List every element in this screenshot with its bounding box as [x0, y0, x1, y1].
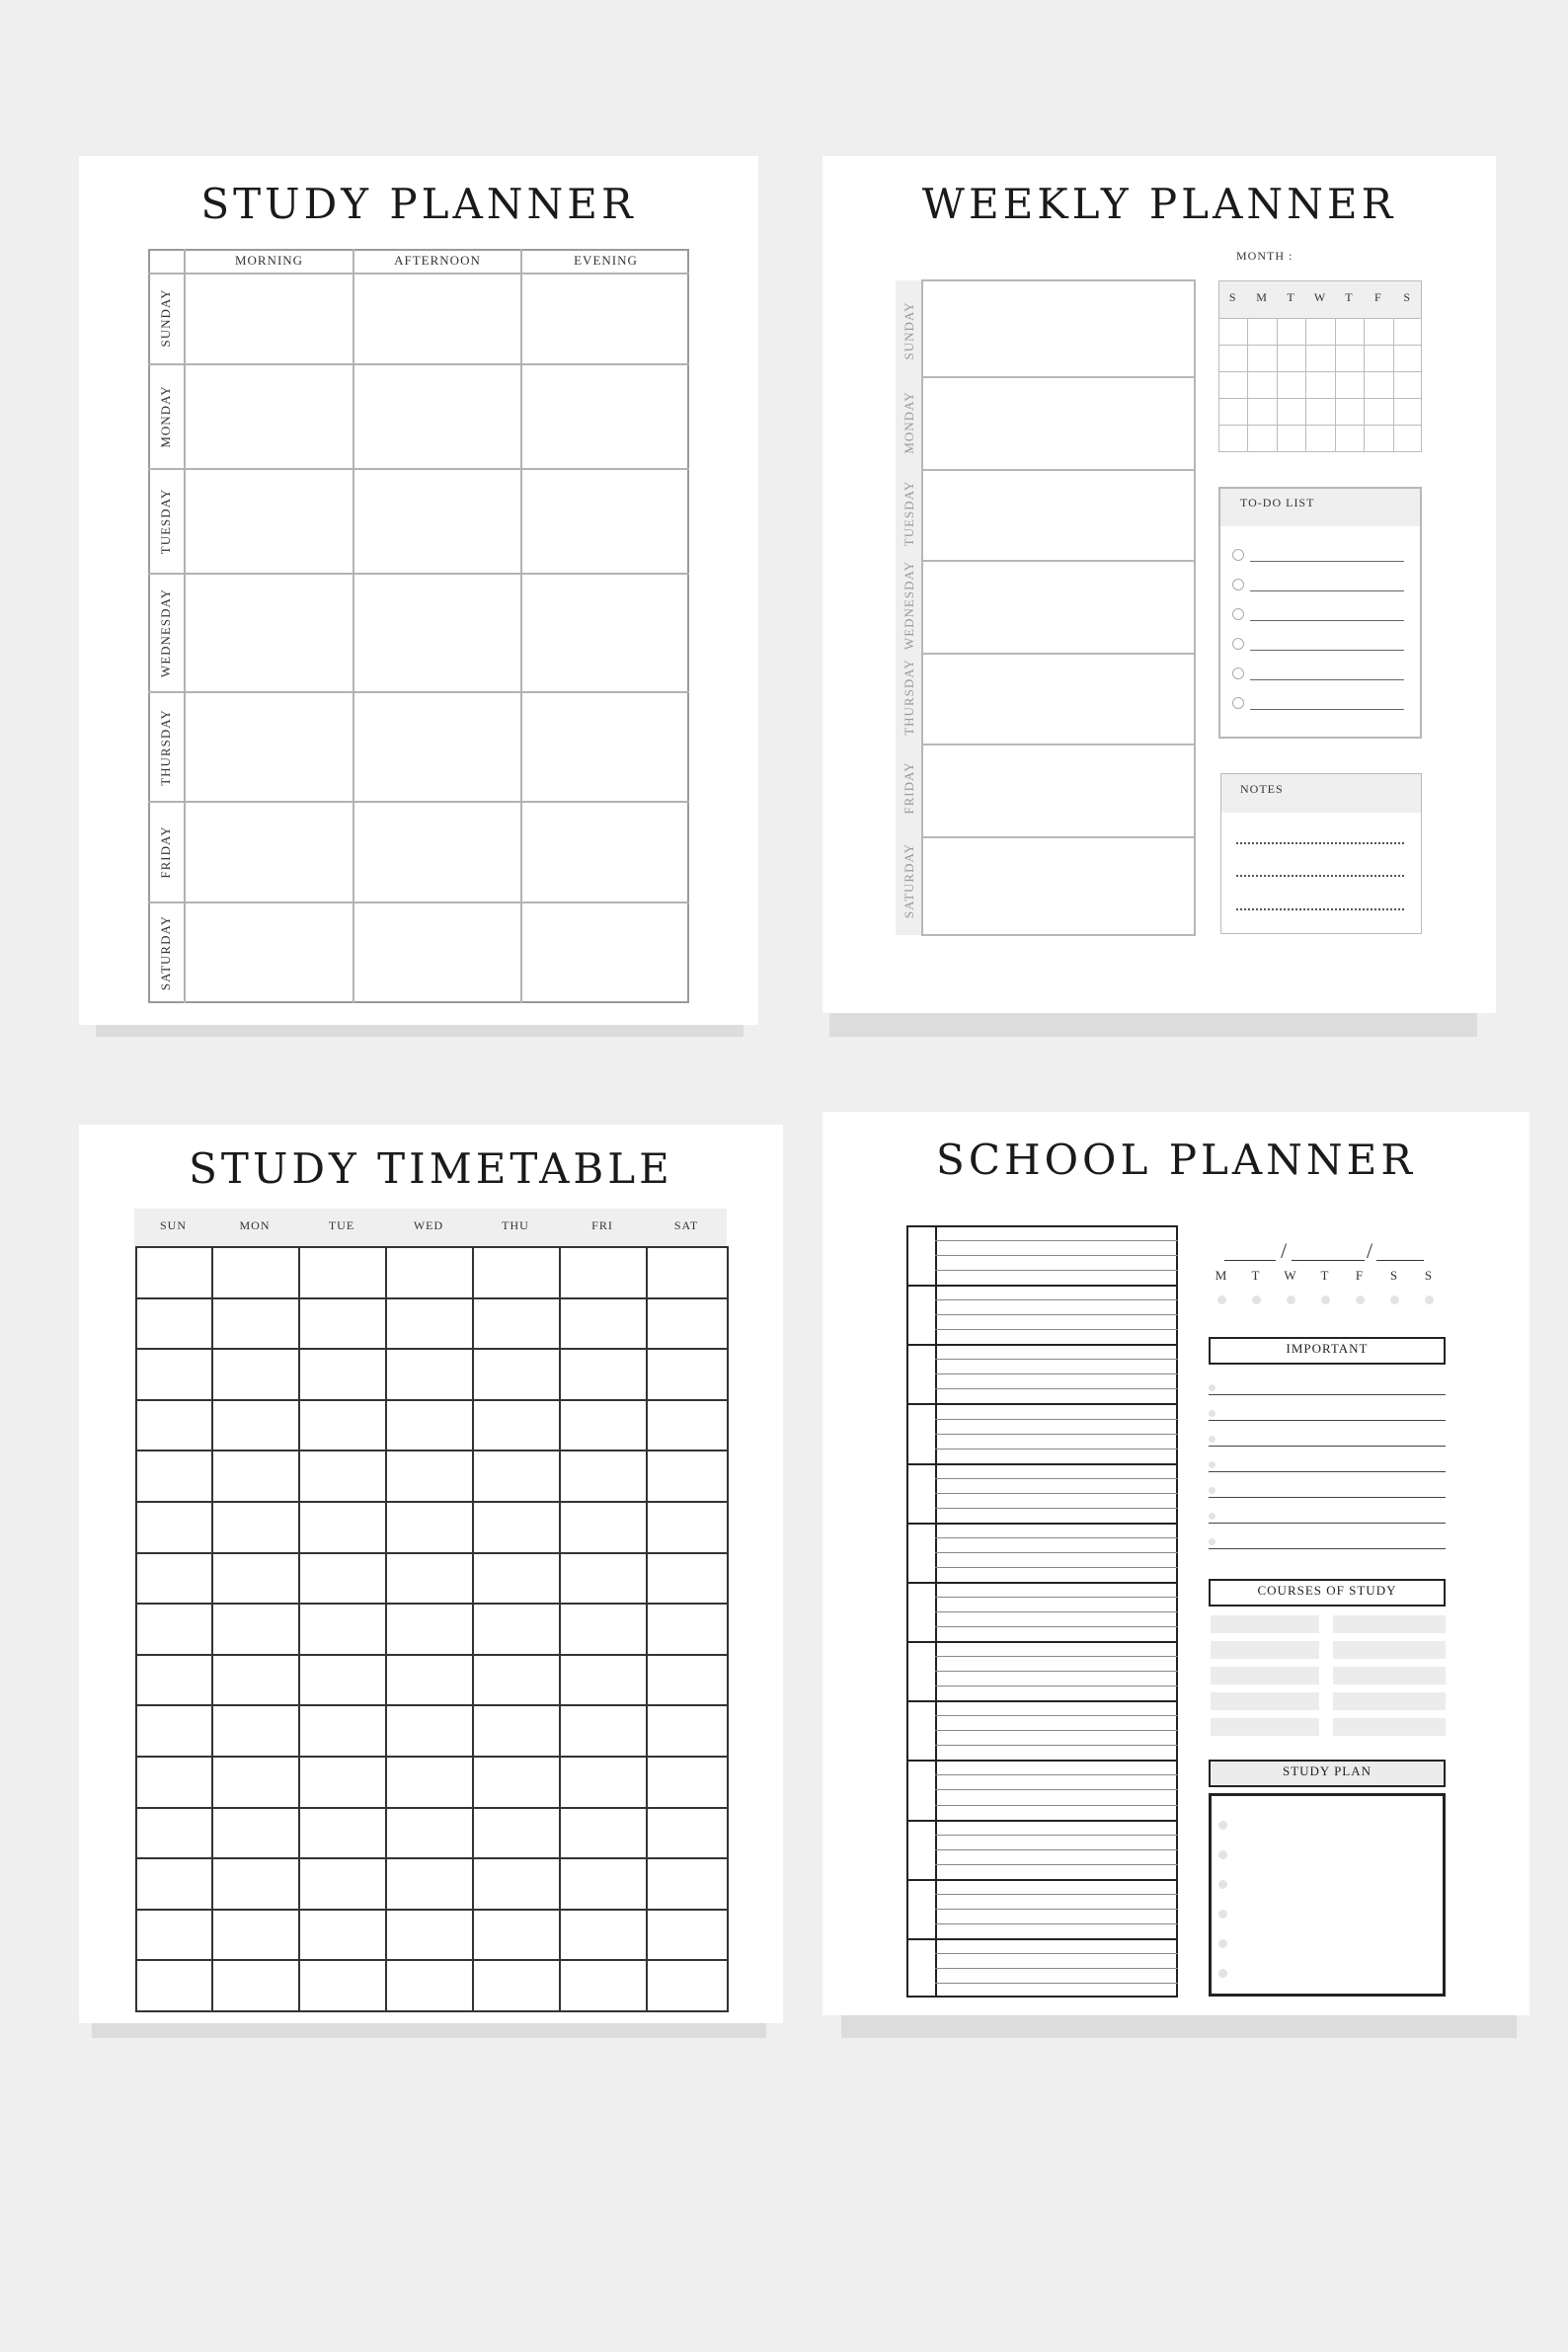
timetable-grid-line — [135, 1909, 729, 1911]
school-weekday-dot-icon — [1252, 1295, 1261, 1304]
school-lined-rule — [935, 1983, 1178, 1984]
weekly-day-sunday: SUNDAY — [902, 301, 916, 360]
school-lined-rule — [935, 1835, 1178, 1836]
timetable-grid-line — [385, 1246, 387, 2010]
school-lined-rule — [935, 1359, 1178, 1360]
timetable-grid-line — [135, 1246, 137, 2010]
day-label-saturday: SATURDAY — [158, 914, 173, 991]
weekly-day-friday: FRIDAY — [902, 761, 916, 815]
school-lined-rule — [935, 1567, 1178, 1568]
date-separator-2: / — [1367, 1238, 1374, 1263]
todo-line — [1250, 650, 1404, 651]
school-block-line — [906, 1700, 1178, 1702]
school-lined-rule — [935, 1299, 1178, 1300]
study-plan-bullet-icon — [1218, 1880, 1227, 1889]
timetable-grid-line — [135, 1654, 729, 1656]
course-field — [1333, 1692, 1446, 1710]
school-lined-rule — [935, 1923, 1178, 1924]
todo-checkbox-icon — [1232, 549, 1244, 561]
school-lined-rule — [935, 1968, 1178, 1969]
important-line — [1209, 1497, 1446, 1498]
course-field — [1333, 1667, 1446, 1685]
month-calendar — [1218, 280, 1422, 452]
study-plan-bullet-icon — [1218, 1910, 1227, 1919]
courses-title: COURSES OF STUDY — [1209, 1579, 1446, 1607]
school-block-line — [906, 1523, 1178, 1525]
timetable-grid-line — [646, 1246, 648, 2010]
important-bullet-icon — [1209, 1538, 1215, 1545]
day-label-sunday: SUNDAY — [158, 288, 173, 348]
day-label-tuesday: TUESDAY — [158, 488, 173, 555]
important-bullet-icon — [1209, 1487, 1215, 1494]
school-lined-rule — [935, 1745, 1178, 1746]
school-lined-rule — [935, 1597, 1178, 1598]
calendar-grid-line — [1218, 318, 1422, 319]
timetable-day-header: WED — [413, 1218, 444, 1232]
timetable-grid-line — [135, 1246, 729, 1248]
school-weekday-label: S — [1389, 1268, 1399, 1283]
timetable-grid-line — [135, 1450, 729, 1451]
important-line — [1209, 1548, 1446, 1549]
weekly-day-thursday: THURSDAY — [902, 659, 916, 736]
school-weekday-label: M — [1215, 1268, 1228, 1283]
school-weekday-dot-icon — [1356, 1295, 1365, 1304]
todo-title: TO-DO LIST — [1240, 496, 1315, 510]
school-weekday-label: T — [1251, 1268, 1261, 1283]
calendar-weekday-label: M — [1256, 290, 1268, 304]
study-timetable-title: STUDY TIMETABLE — [189, 1144, 673, 1193]
month-label: MONTH : — [1236, 249, 1294, 263]
school-weekday-dot-icon — [1287, 1295, 1295, 1304]
course-field — [1211, 1718, 1319, 1736]
study-plan-bullet-icon — [1218, 1821, 1227, 1830]
calendar-grid-line — [1364, 318, 1365, 452]
weekly-planner-title: WEEKLY PLANNER — [921, 180, 1397, 228]
timetable-grid-line — [135, 1399, 729, 1401]
todo-checkbox-icon — [1232, 608, 1244, 620]
school-weekday-label: W — [1284, 1268, 1297, 1283]
day-label-monday: MONDAY — [158, 385, 173, 448]
calendar-weekday-label: S — [1228, 290, 1237, 304]
school-block-line — [906, 1760, 1178, 1762]
school-block-line — [906, 1582, 1178, 1584]
school-weekday-label: S — [1424, 1268, 1434, 1283]
school-lined-rule — [935, 1508, 1178, 1509]
school-lined-rule — [935, 1864, 1178, 1865]
important-bullet-icon — [1209, 1461, 1215, 1468]
timetable-grid-line — [298, 1246, 300, 2010]
todo-checkbox-icon — [1232, 638, 1244, 650]
calendar-weekday-label: T — [1287, 290, 1295, 304]
todo-checkbox-icon — [1232, 579, 1244, 590]
school-block-line — [906, 1403, 1178, 1405]
course-field — [1333, 1718, 1446, 1736]
weekly-day-wednesday: WEDNESDAY — [902, 560, 916, 651]
weekly-day-tuesday: TUESDAY — [902, 480, 916, 547]
study-planner-title: STUDY PLANNER — [200, 180, 637, 228]
calendar-weekday-label: S — [1403, 290, 1412, 304]
school-weekday-dot-icon — [1390, 1295, 1399, 1304]
important-bullet-icon — [1209, 1436, 1215, 1443]
calendar-weekday-label: F — [1374, 290, 1382, 304]
school-lined-rule — [935, 1894, 1178, 1895]
todo-line — [1250, 709, 1404, 710]
study-planner-grid — [148, 249, 689, 1003]
timetable-grid-line — [135, 1297, 729, 1299]
school-lined-rule — [935, 1373, 1178, 1374]
school-lined-rule — [935, 1805, 1178, 1806]
todo-line — [1250, 620, 1404, 621]
important-line — [1209, 1446, 1446, 1447]
weekly-day-saturday: SATURDAY — [902, 842, 916, 919]
timetable-grid-line — [135, 1756, 729, 1758]
study-plan-title: STUDY PLAN — [1209, 1760, 1446, 1787]
school-block-line — [906, 1463, 1178, 1465]
course-field — [1333, 1641, 1446, 1659]
calendar-grid-line — [1277, 318, 1278, 452]
timetable-day-header: SUN — [159, 1218, 187, 1232]
school-block-line — [906, 1820, 1178, 1822]
school-lined-rule — [935, 1730, 1178, 1731]
calendar-grid-line — [1218, 398, 1422, 399]
notes-title: NOTES — [1240, 782, 1284, 796]
school-weekday-dot-icon — [1217, 1295, 1226, 1304]
todo-list — [1218, 487, 1422, 739]
school-weekday-dot-icon — [1425, 1295, 1434, 1304]
column-header-afternoon: AFTERNOON — [394, 253, 481, 268]
important-title: IMPORTANT — [1209, 1337, 1446, 1365]
calendar-grid-line — [1335, 318, 1336, 452]
timetable-grid-line — [135, 1501, 729, 1503]
calendar-weekday-label: W — [1313, 290, 1327, 304]
calendar-grid-line — [1218, 371, 1422, 372]
todo-checkbox-icon — [1232, 667, 1244, 679]
course-field — [1211, 1692, 1319, 1710]
timetable-grid-line — [472, 1246, 474, 2010]
course-field — [1211, 1667, 1319, 1685]
timetable-grid-line — [135, 1959, 729, 1961]
important-bullet-icon — [1209, 1410, 1215, 1417]
timetable-day-header: TUE — [328, 1218, 355, 1232]
school-lined-rule — [935, 1419, 1178, 1420]
timetable-grid-line — [135, 2010, 729, 2012]
important-line — [1209, 1471, 1446, 1472]
column-header-evening: EVENING — [574, 253, 638, 268]
timetable-grid-line — [135, 1348, 729, 1350]
school-block-line — [906, 1344, 1178, 1346]
study-plan-box — [1209, 1793, 1446, 1997]
school-lined-rule — [935, 1552, 1178, 1553]
school-lined-rule — [935, 1656, 1178, 1657]
important-bullet-icon — [1209, 1513, 1215, 1520]
school-lined-rule — [935, 1270, 1178, 1271]
important-line — [1209, 1523, 1446, 1524]
school-lined-rule — [935, 1537, 1178, 1538]
timetable-grid-line — [211, 1246, 213, 2010]
school-lined-rule — [935, 1240, 1178, 1241]
school-lined-rule — [935, 1909, 1178, 1910]
calendar-grid-line — [1247, 318, 1248, 452]
todo-checkbox-icon — [1232, 697, 1244, 709]
important-bullet-icon — [1209, 1384, 1215, 1391]
school-block-line — [906, 1938, 1178, 1940]
school-lined-rule — [935, 1611, 1178, 1612]
school-lined-rule — [935, 1671, 1178, 1672]
date-separator-1: / — [1281, 1238, 1289, 1263]
school-lined-rule — [935, 1388, 1178, 1389]
timetable-grid-line — [135, 1807, 729, 1809]
calendar-weekday-label: T — [1345, 290, 1354, 304]
timetable-grid-line — [135, 1603, 729, 1605]
course-field — [1333, 1615, 1446, 1633]
school-lined-rule — [935, 1626, 1178, 1627]
timetable-grid-line — [727, 1246, 729, 2010]
school-block-line — [906, 1879, 1178, 1881]
todo-line — [1250, 590, 1404, 591]
important-line — [1209, 1394, 1446, 1395]
study-plan-bullet-icon — [1218, 1969, 1227, 1978]
school-lined-rule — [935, 1255, 1178, 1256]
calendar-grid-line — [1218, 345, 1422, 346]
school-block-line — [906, 1641, 1178, 1643]
day-label-friday: FRIDAY — [158, 825, 173, 879]
school-lined-rule — [935, 1849, 1178, 1850]
study-timetable-page — [79, 1125, 783, 2023]
school-lined-rule — [935, 1314, 1178, 1315]
school-lined-rule — [935, 1434, 1178, 1435]
school-lined-rule — [935, 1478, 1178, 1479]
timetable-grid-line — [135, 1552, 729, 1554]
weekly-day-monday: MONDAY — [902, 391, 916, 454]
study-plan-bullet-icon — [1218, 1939, 1227, 1948]
column-header-morning: MORNING — [234, 253, 304, 268]
timetable-grid-line — [135, 1704, 729, 1706]
school-planner-title: SCHOOL PLANNER — [936, 1136, 1416, 1184]
school-lined-rule — [935, 1329, 1178, 1330]
todo-line — [1250, 679, 1404, 680]
school-lined-rule — [935, 1789, 1178, 1790]
study-plan-bullet-icon — [1218, 1850, 1227, 1859]
school-block-line — [906, 1285, 1178, 1287]
school-lined-rule — [935, 1449, 1178, 1450]
day-label-wednesday: WEDNESDAY — [158, 588, 173, 678]
timetable-grid-line — [559, 1246, 561, 2010]
school-lined-rule — [935, 1715, 1178, 1716]
timetable-day-header: THU — [502, 1218, 529, 1232]
school-lined-rule — [935, 1953, 1178, 1954]
calendar-grid-line — [1305, 318, 1306, 452]
course-field — [1211, 1615, 1319, 1633]
school-weekday-dot-icon — [1321, 1295, 1330, 1304]
calendar-grid-line — [1393, 318, 1394, 452]
school-weekday-label: F — [1355, 1268, 1365, 1283]
school-lined-rule — [935, 1493, 1178, 1494]
school-lined-rule — [935, 1774, 1178, 1775]
school-weekday-label: T — [1320, 1268, 1330, 1283]
day-label-thursday: THURSDAY — [158, 709, 173, 786]
todo-line — [1250, 561, 1404, 562]
timetable-day-header: SAT — [673, 1218, 699, 1232]
calendar-grid-line — [1218, 425, 1422, 426]
important-line — [1209, 1420, 1446, 1421]
timetable-grid-line — [135, 1857, 729, 1859]
course-field — [1211, 1641, 1319, 1659]
timetable-day-header: FRI — [591, 1218, 613, 1232]
timetable-day-header: MON — [239, 1218, 271, 1232]
